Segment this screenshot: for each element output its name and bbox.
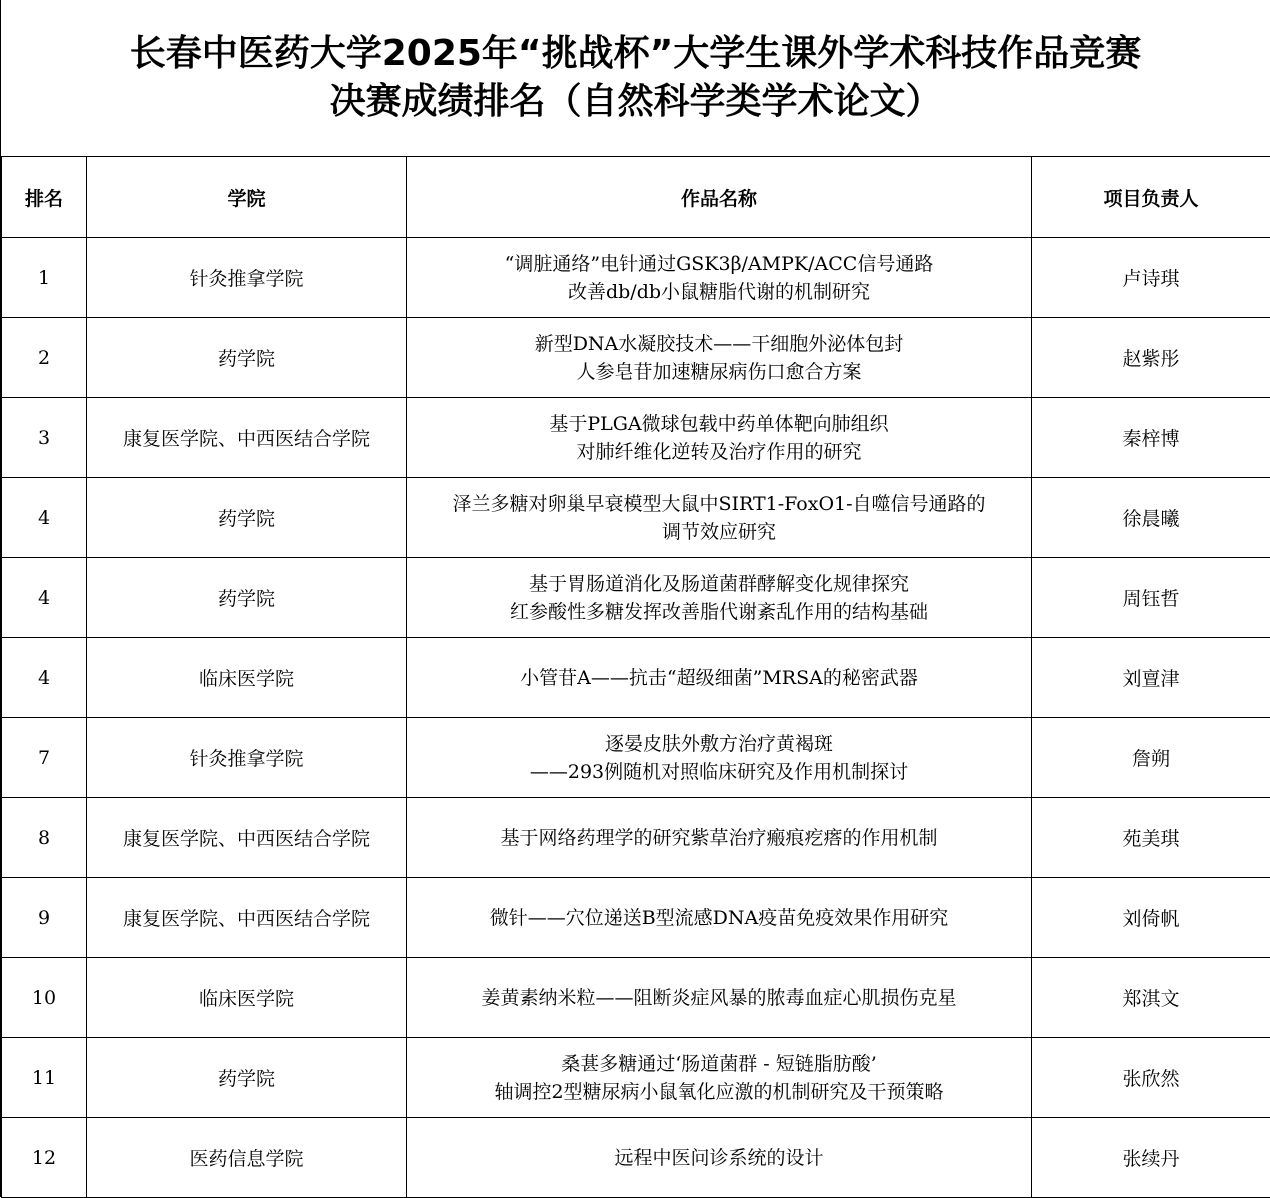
leader-cell: 詹朔 xyxy=(1032,718,1270,798)
college-cell: 针灸推拿学院 xyxy=(87,718,407,798)
college-cell: 临床医学院 xyxy=(87,638,407,718)
work-title-line-1: 泽兰多糖对卵巢早衰模型大鼠中SIRT1-FoxO1-自噬信号通路的 xyxy=(413,490,1025,518)
table-row xyxy=(2,878,1270,958)
rank-cell: 2 xyxy=(2,318,87,398)
work-title-line-2: 改善db/db小鼠糖脂代谢的机制研究 xyxy=(413,278,1025,306)
page-title: 长春中医药大学2025年“挑战杯”大学生课外学术科技作品竞赛 xyxy=(1,30,1270,78)
table-row xyxy=(2,558,1270,638)
work-title-line-1: “调脏通络”电针通过GSK3β/AMPK/ACC信号通路 xyxy=(413,250,1025,278)
table-row xyxy=(2,718,1270,798)
leader-cell: 秦梓博 xyxy=(1032,398,1270,478)
college-cell: 药学院 xyxy=(87,318,407,398)
college-cell: 针灸推拿学院 xyxy=(87,238,407,318)
header-college: 学院 xyxy=(87,157,407,238)
rank-cell: 4 xyxy=(2,638,87,718)
work-title-line-1: 桑葚多糖通过‘肠道菌群 - 短链脂肪酸’ xyxy=(413,1050,1025,1078)
work-title-cell xyxy=(407,878,1032,958)
work-title-line-1: 远程中医问诊系统的设计 xyxy=(413,1144,1025,1172)
table-row xyxy=(2,638,1270,718)
work-title-line-2: 轴调控2型糖尿病小鼠氧化应激的机制研究及干预策略 xyxy=(413,1078,1025,1106)
work-title-cell xyxy=(407,478,1032,558)
college-cell: 医药信息学院 xyxy=(87,1118,407,1198)
table-row xyxy=(2,398,1270,478)
work-title-cell xyxy=(407,558,1032,638)
work-title-line-1: 基于PLGA微球包载中药单体靶向肺组织 xyxy=(413,410,1025,438)
table-row xyxy=(2,478,1270,558)
rank-cell: 9 xyxy=(2,878,87,958)
college-cell: 康复医学院、中西医结合学院 xyxy=(87,798,407,878)
rank-cell: 4 xyxy=(2,558,87,638)
work-title-line-1: 新型DNA水凝胶技术——干细胞外泌体包封 xyxy=(413,330,1025,358)
leader-cell: 郑淇文 xyxy=(1032,958,1270,1038)
college-cell: 康复医学院、中西医结合学院 xyxy=(87,878,407,958)
work-title-line-2: 人参皂苷加速糖尿病伤口愈合方案 xyxy=(413,358,1025,386)
table-header-row xyxy=(2,157,1270,238)
leader-cell: 周钰哲 xyxy=(1032,558,1270,638)
table-row xyxy=(2,798,1270,878)
table-row xyxy=(2,238,1270,318)
college-cell: 药学院 xyxy=(87,478,407,558)
leader-cell: 刘倚帆 xyxy=(1032,878,1270,958)
leader-cell: 苑美琪 xyxy=(1032,798,1270,878)
rank-cell: 7 xyxy=(2,718,87,798)
title-block xyxy=(1,0,1270,156)
rank-cell: 4 xyxy=(2,478,87,558)
work-title-cell xyxy=(407,718,1032,798)
work-title-cell xyxy=(407,1038,1032,1118)
work-title-cell xyxy=(407,1118,1032,1198)
work-title-line-2: 红参酸性多糖发挥改善脂代谢紊乱作用的结构基础 xyxy=(413,598,1025,626)
work-title-cell xyxy=(407,398,1032,478)
work-title-line-2: ——293例随机对照临床研究及作用机制探讨 xyxy=(413,758,1025,786)
work-title-line-2: 调节效应研究 xyxy=(413,518,1025,546)
college-cell: 药学院 xyxy=(87,558,407,638)
rank-cell: 3 xyxy=(2,398,87,478)
header-leader: 项目负责人 xyxy=(1032,157,1270,238)
table-row xyxy=(2,318,1270,398)
work-title-cell xyxy=(407,238,1032,318)
work-title-line-1: 姜黄素纳米粒——阻断炎症风暴的脓毒血症心肌损伤克星 xyxy=(413,984,1025,1012)
leader-cell: 刘亶津 xyxy=(1032,638,1270,718)
leader-cell: 卢诗琪 xyxy=(1032,238,1270,318)
rank-cell: 1 xyxy=(2,238,87,318)
table-row xyxy=(2,958,1270,1038)
rank-cell: 12 xyxy=(2,1118,87,1198)
work-title-cell xyxy=(407,318,1032,398)
table-row xyxy=(2,1038,1270,1118)
table-row xyxy=(2,1118,1270,1198)
work-title-cell xyxy=(407,798,1032,878)
ranking-table xyxy=(1,156,1270,1198)
college-cell: 药学院 xyxy=(87,1038,407,1118)
work-title-line-1: 基于胃肠道消化及肠道菌群酵解变化规律探究 xyxy=(413,570,1025,598)
rank-cell: 10 xyxy=(2,958,87,1038)
college-cell: 康复医学院、中西医结合学院 xyxy=(87,398,407,478)
work-title-cell xyxy=(407,638,1032,718)
leader-cell: 徐晨曦 xyxy=(1032,478,1270,558)
header-work: 作品名称 xyxy=(407,157,1032,238)
work-title-cell xyxy=(407,958,1032,1038)
work-title-line-1: 微针——穴位递送B型流感DNA疫苗免疫效果作用研究 xyxy=(413,904,1025,932)
leader-cell: 赵紫彤 xyxy=(1032,318,1270,398)
work-title-line-1: 小管苷A——抗击“超级细菌”MRSA的秘密武器 xyxy=(413,664,1025,692)
college-cell: 临床医学院 xyxy=(87,958,407,1038)
work-title-line-1: 逐晏皮肤外敷方治疗黄褐斑 xyxy=(413,730,1025,758)
leader-cell: 张欣然 xyxy=(1032,1038,1270,1118)
work-title-line-1: 基于网络药理学的研究紫草治疗瘢痕疙瘩的作用机制 xyxy=(413,824,1025,852)
rank-cell: 8 xyxy=(2,798,87,878)
rank-cell: 11 xyxy=(2,1038,87,1118)
work-title-line-2: 对肺纤维化逆转及治疗作用的研究 xyxy=(413,438,1025,466)
leader-cell: 张续丹 xyxy=(1032,1118,1270,1198)
header-rank: 排名 xyxy=(2,157,87,238)
page-subtitle: 决赛成绩排名（自然科学类学术论文） xyxy=(1,78,1270,126)
